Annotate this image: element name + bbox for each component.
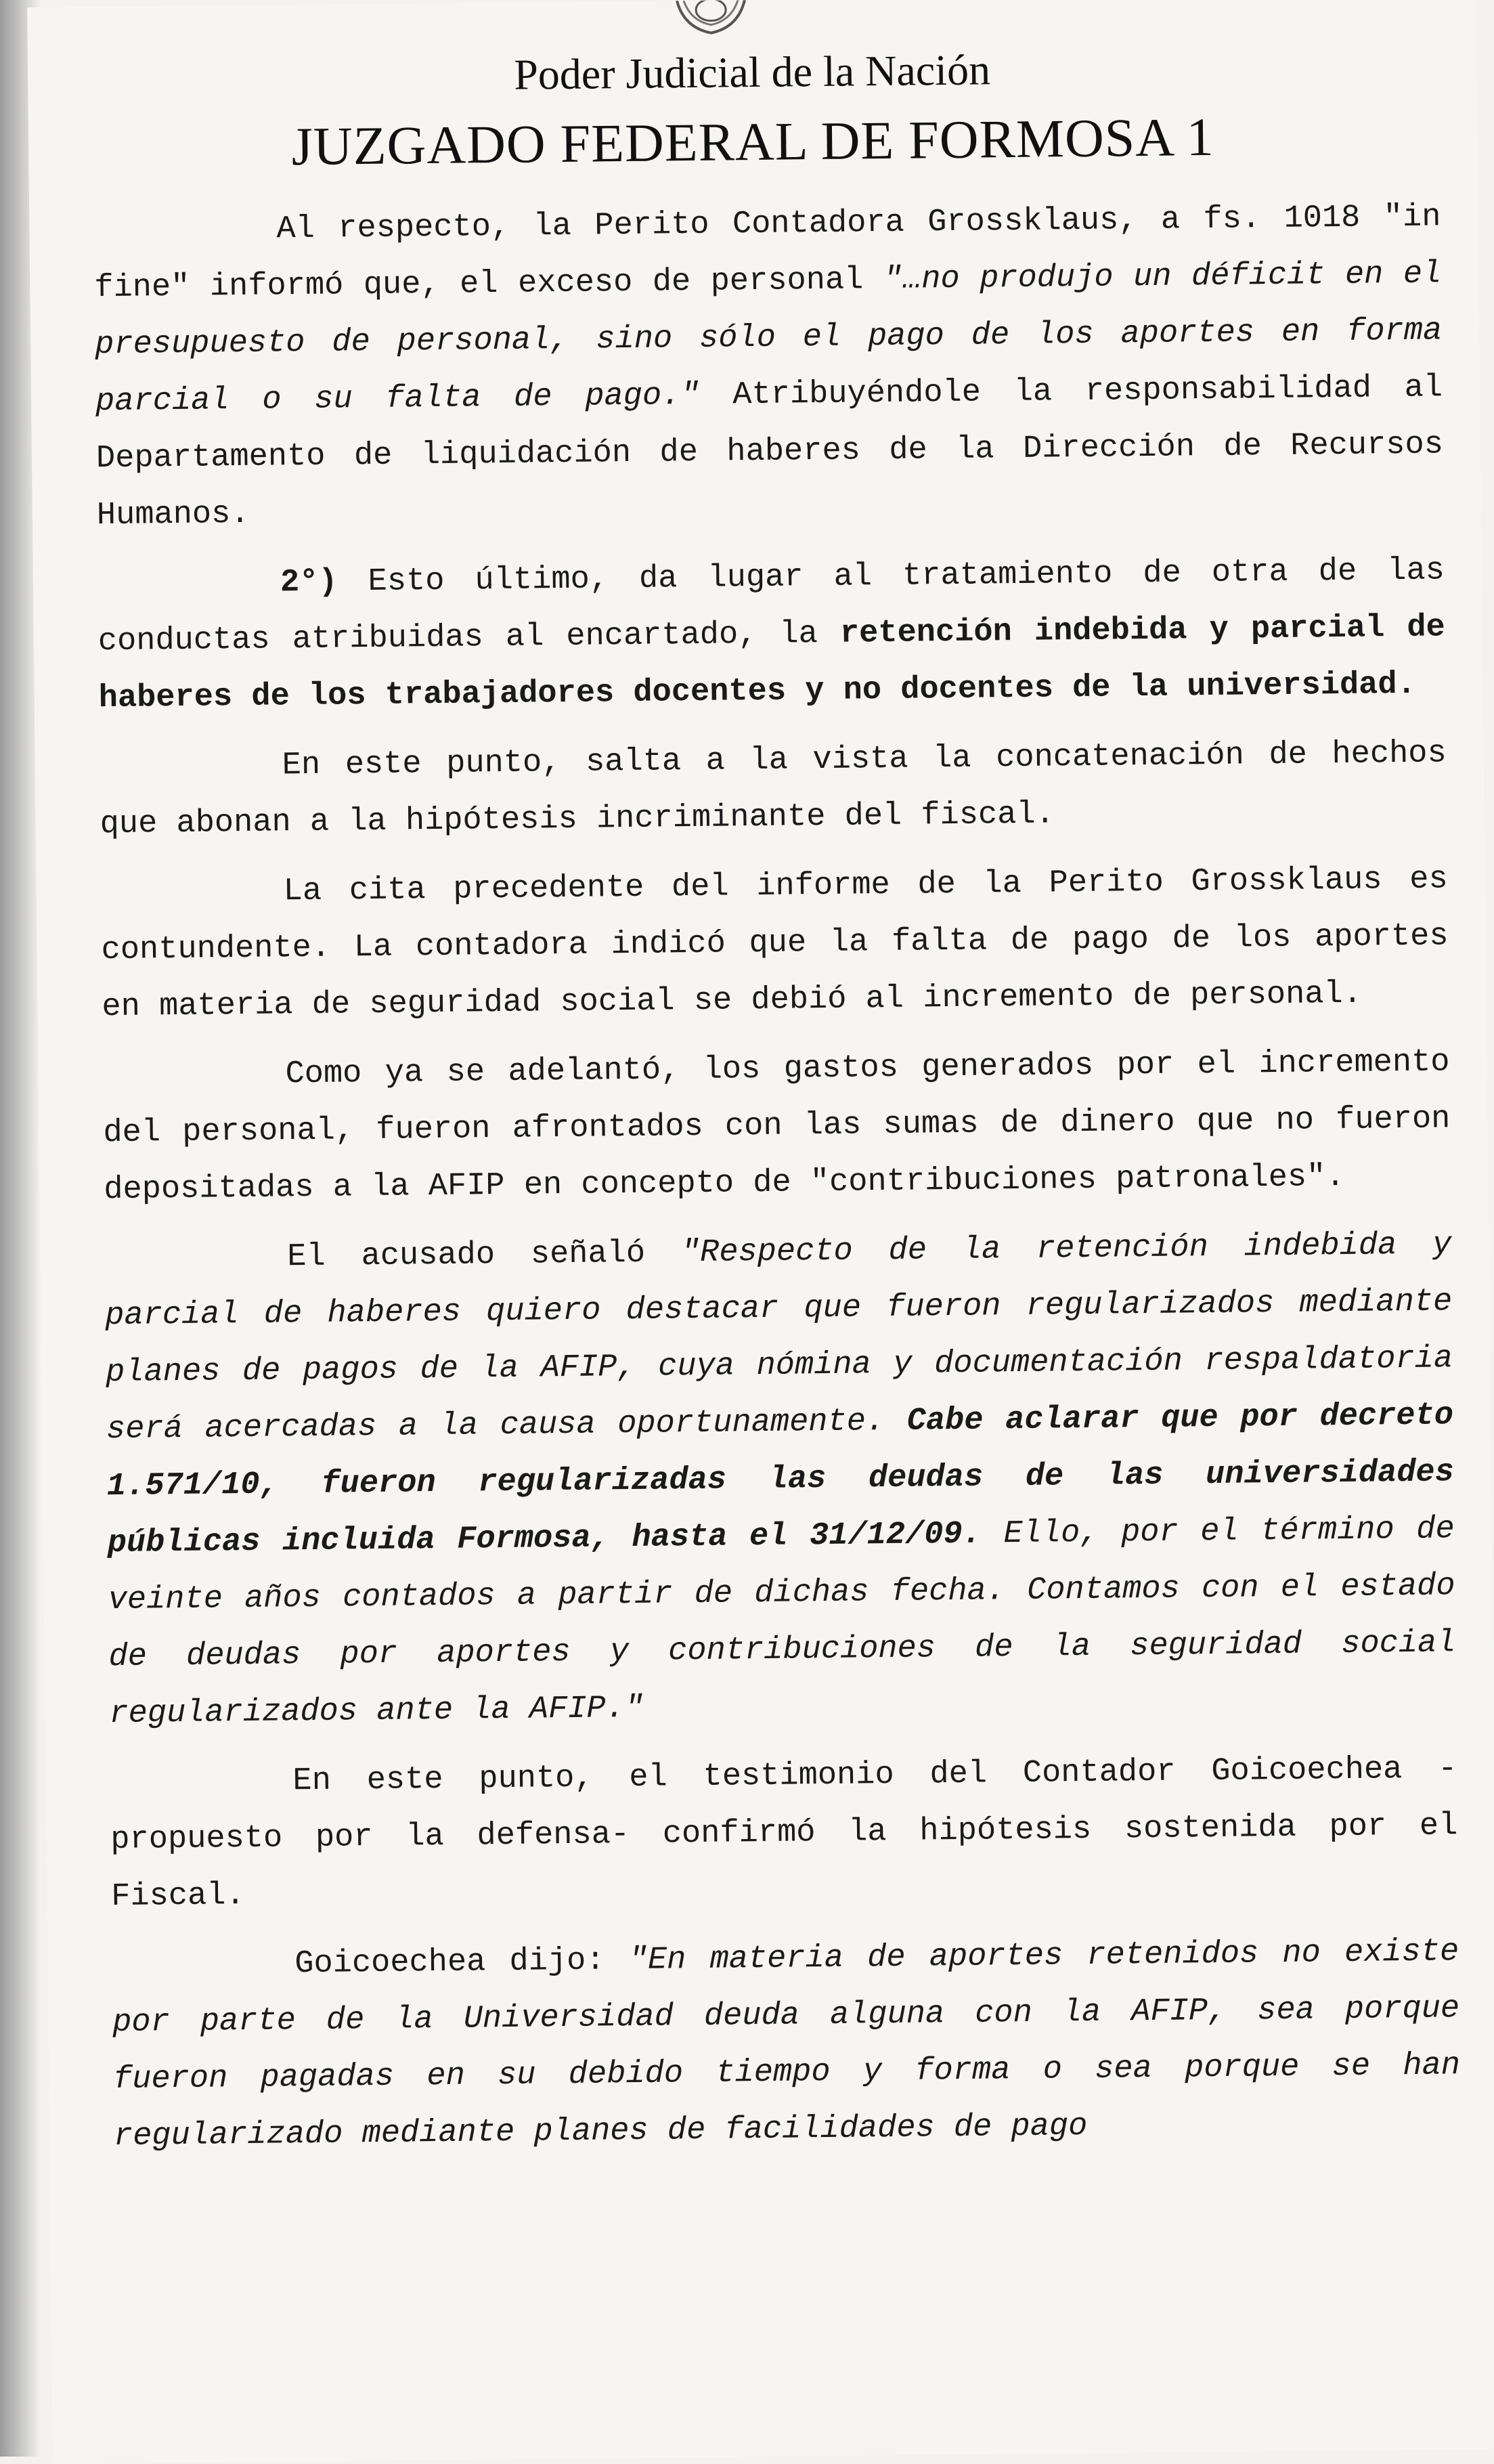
bold-quote-text: Cabe aclarar que por decreto 1.571/10, fueron regularizadas las deudas de las universidades públicas incluida Formosa, hasta el 31/12/09. bbox=[106, 1398, 1455, 1562]
paragraph-4 bbox=[100, 851, 1449, 1036]
document-body bbox=[93, 189, 1461, 2178]
paragraph-text: Esto último, da lugar al tratamiento de otra de las conductas atribuidas al encartado, la bbox=[97, 553, 1445, 660]
court-name: Poder Judicial de la Nación bbox=[513, 45, 991, 99]
paragraph-6 bbox=[104, 1217, 1457, 1743]
paragraph-text: En este punto, salta a la vista la concatenación de hechos que abonan a la hipótesis incriminante del fiscal. bbox=[100, 735, 1447, 843]
paragraph-7 bbox=[110, 1741, 1459, 1926]
paragraph-text: En este punto, el testimonio del Contador Goicoechea -propuesto por la defensa- confirmó la hipótesis sostenida por el Fiscal. bbox=[110, 1751, 1458, 1916]
paragraph-text: El acusado señaló bbox=[287, 1235, 682, 1276]
paragraph-text: Goicoechea dijo: bbox=[294, 1943, 630, 1983]
document-page bbox=[27, 0, 1494, 2464]
section-number: 2°) bbox=[280, 564, 338, 601]
paragraph-3 bbox=[99, 725, 1447, 853]
quote-text: Ello, por el término de veinte años contados a partir de dichas fecha. Contamos con el estado de deudas por aportes y contribuciones de la seguridad social regularizados ante la AFIP." bbox=[108, 1511, 1456, 1733]
paragraph-text: Atribuyéndole la responsabilidad al Departamento de liquidación de haberes de la Dirección de Recursos Humanos. bbox=[95, 370, 1444, 534]
quote-text: "Respecto de la retención indebida y parcial de haberes quiero destacar que fueron regularizados mediante planes de pagos de la AFIP, cuya nómina y documentación respaldatoria será acercadas a la causa oportunamente. bbox=[105, 1227, 1453, 1448]
quote-text: "…no produjo un déficit en el presupuesto de personal, sino sólo el pago de los aportes en forma parcial o su falta de pago." bbox=[95, 256, 1443, 420]
quote-text: "En materia de aportes retenidos no existe por parte de la Universidad deuda alguna con la AFIP, sea porque fueron pagadas en su debido tiempo y forma o sea porque se han regularizado mediante planes de facilidades de pago bbox=[112, 1934, 1461, 2155]
court-title: JUZGADO FEDERAL DE FORMOSA 1 bbox=[291, 107, 1215, 177]
paragraph-5 bbox=[102, 1034, 1451, 1219]
paragraph-1 bbox=[93, 189, 1444, 544]
paragraph-2 bbox=[97, 542, 1447, 727]
paragraph-8 bbox=[112, 1924, 1461, 2165]
paragraph-text: Al respecto, la Perito Contadora Grossklaus, a fs. 1018 "in fine" informó que, el exceso de personal bbox=[94, 199, 1441, 307]
bold-text: retención indebida y parcial de haberes de los trabajadores docentes y no docentes de la universidad. bbox=[98, 609, 1446, 717]
coat-of-arms-seal-icon bbox=[663, 0, 759, 48]
paragraph-text: La cita precedente del informe de la Perito Grossklaus es contundente. La contadora indicó que la falta de pago de los aportes en materia de seguridad social se debió al incremento de personal. bbox=[101, 861, 1449, 1026]
paragraph-text: Como ya se adelantó, los gastos generados por el incremento del personal, fueron afrontados con las sumas de dinero que no fueron depositadas a la AFIP en concepto de "contribuciones patronales". bbox=[103, 1044, 1451, 1209]
